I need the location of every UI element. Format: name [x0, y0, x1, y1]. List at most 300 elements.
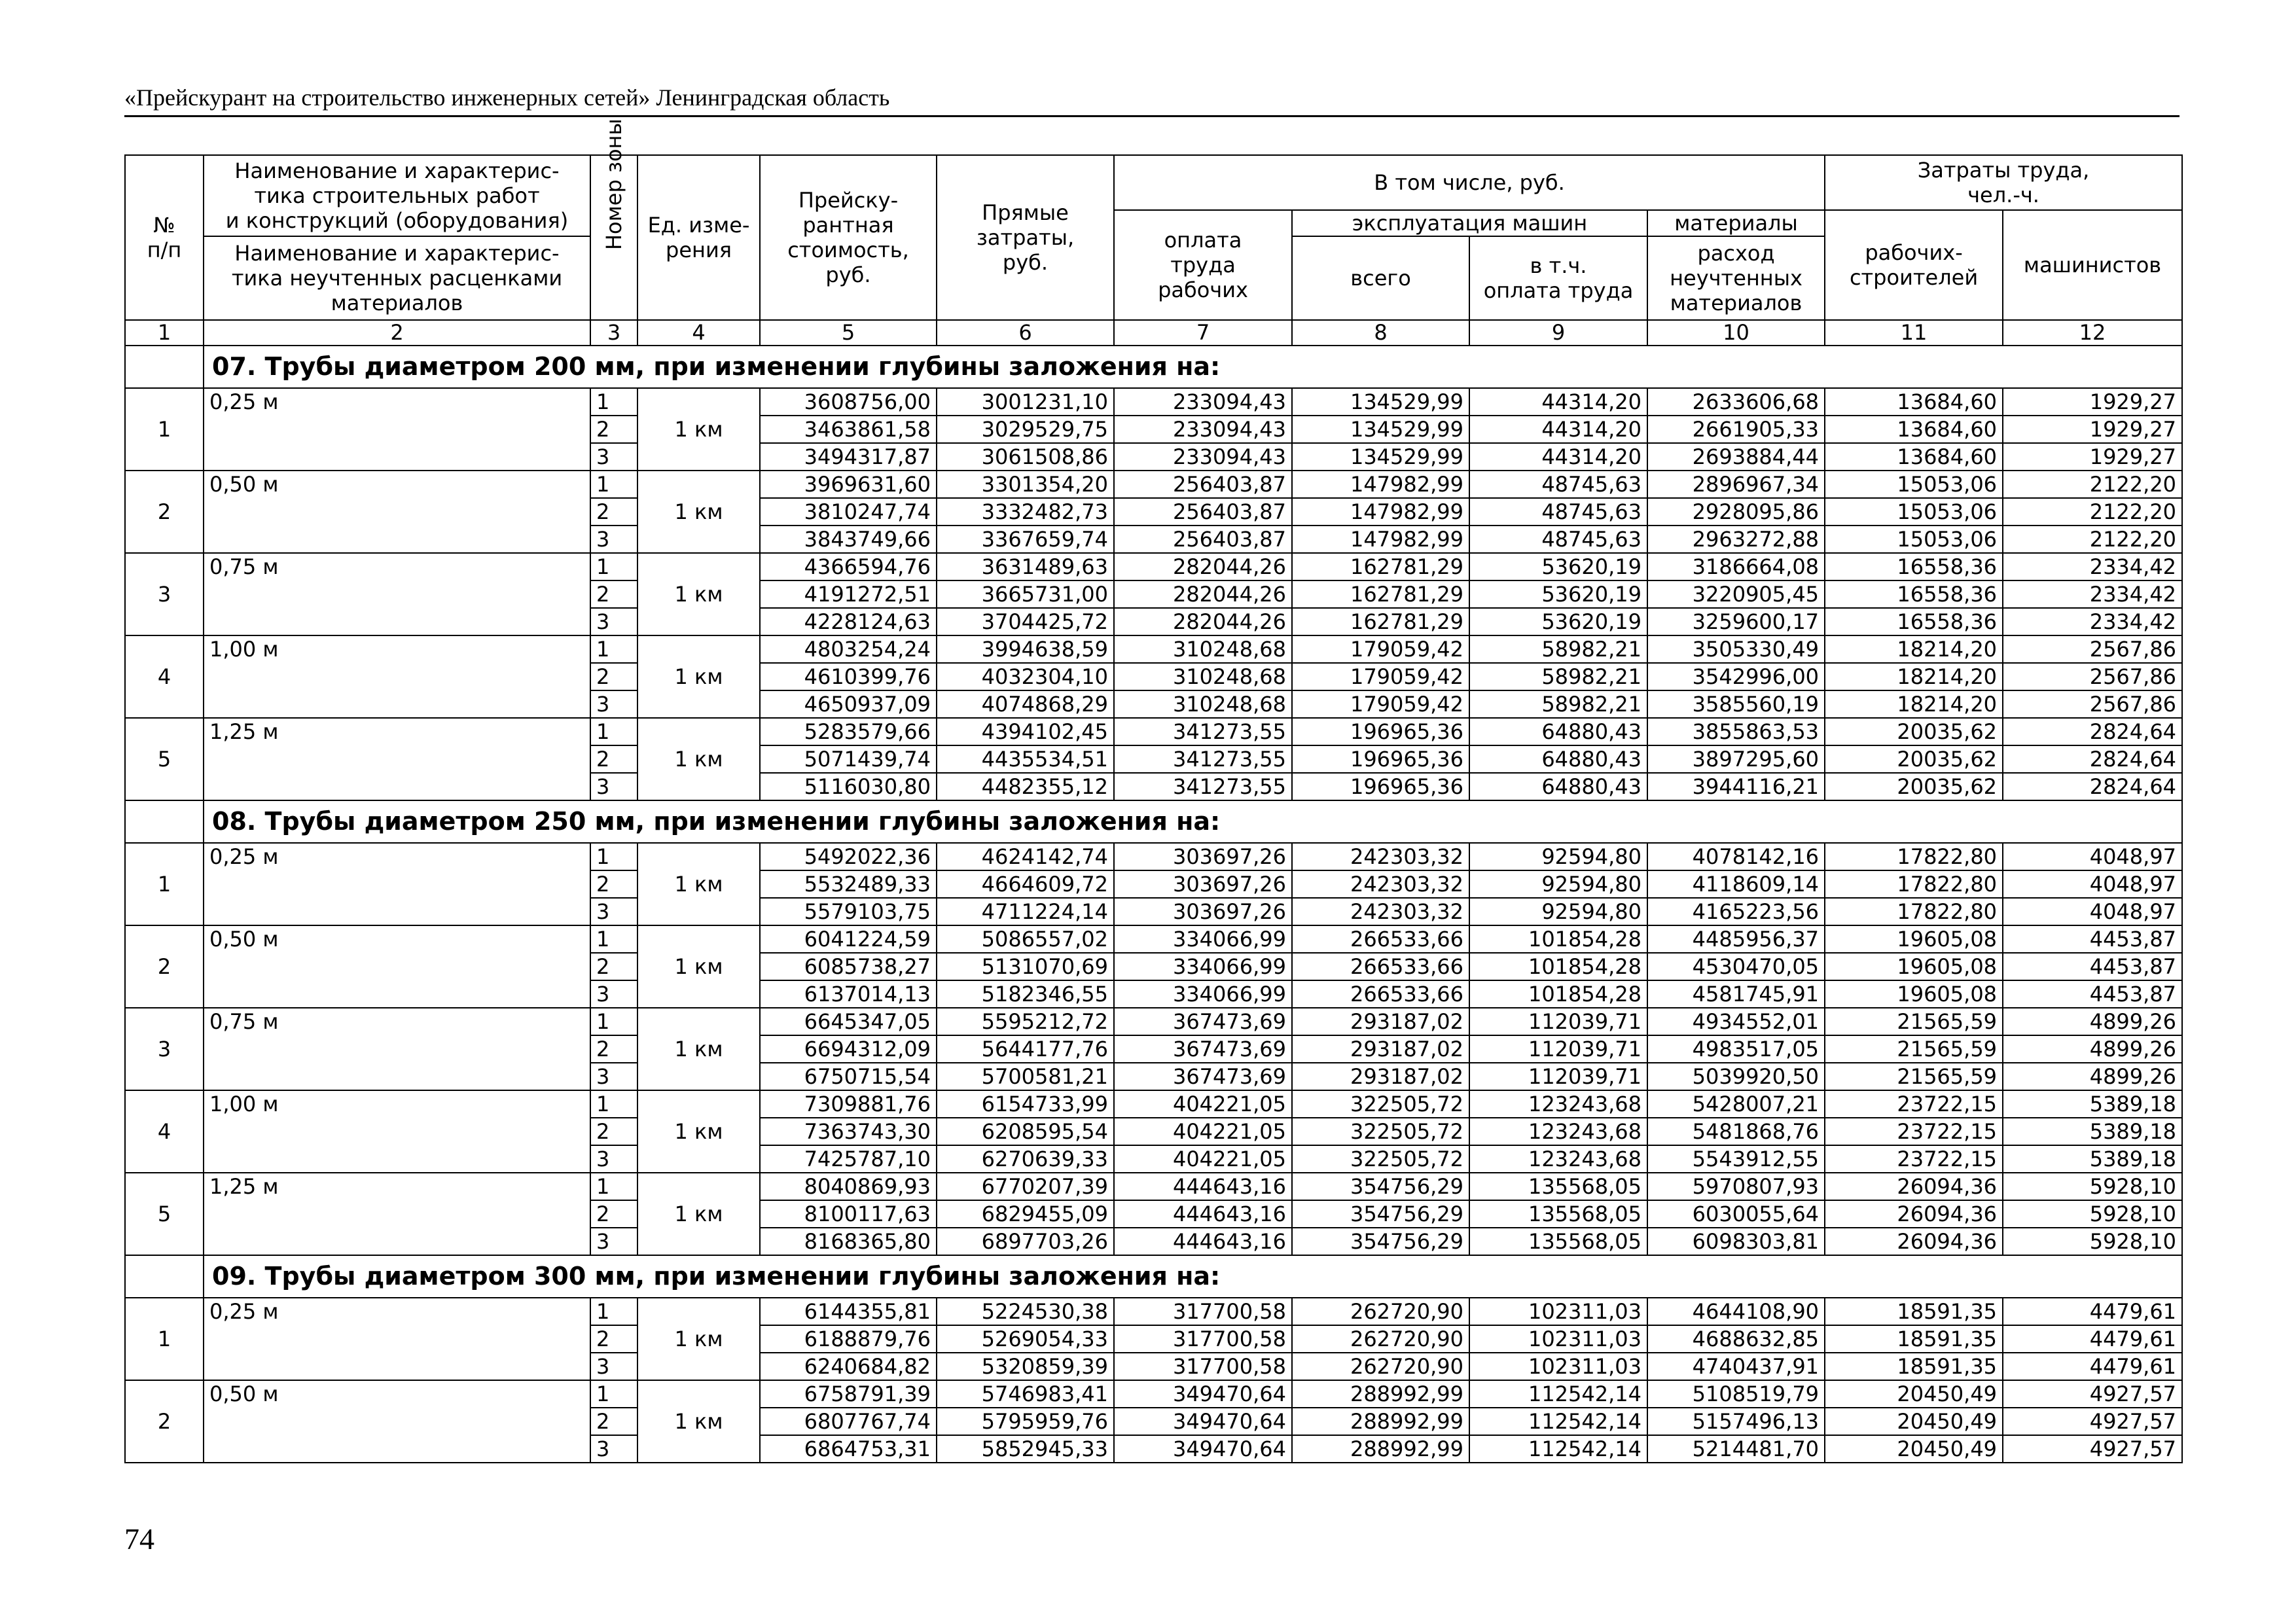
- machines-wage-cell: 123243,68: [1469, 1090, 1647, 1118]
- wage-cell: 334066,99: [1114, 980, 1292, 1008]
- machines-wage-cell: 112039,71: [1469, 1063, 1647, 1090]
- machines-total-cell: 134529,99: [1292, 388, 1469, 416]
- labor-operators-cell: 4453,87: [2003, 925, 2182, 953]
- machines-wage-cell: 112039,71: [1469, 1035, 1647, 1063]
- labor-operators-cell: 2334,42: [2003, 580, 2182, 608]
- item-name: 0,75 м: [204, 1008, 590, 1090]
- labor-workers-cell: 21565,59: [1825, 1008, 2003, 1035]
- labor-operators-cell: 4899,26: [2003, 1035, 2182, 1063]
- labor-workers-cell: 17822,80: [1825, 870, 2003, 898]
- col-labor-label: Затраты труда, чел.-ч.: [1917, 158, 2090, 207]
- col-wage-label: оплата труда рабочих: [1158, 228, 1248, 302]
- item-name: 0,50 м: [204, 925, 590, 1008]
- price-cell: 6758791,39: [760, 1380, 937, 1408]
- machines-total-cell: 288992,99: [1292, 1435, 1469, 1463]
- direct-cost-cell: 6208595,54: [937, 1118, 1114, 1145]
- machines-total-cell: 147982,99: [1292, 498, 1469, 526]
- labor-operators-cell: 4479,61: [2003, 1298, 2182, 1325]
- machines-total-cell: 196965,36: [1292, 718, 1469, 745]
- price-cell: 4610399,76: [760, 663, 937, 690]
- labor-operators-cell: 4899,26: [2003, 1063, 2182, 1090]
- col-mat-unacc-label: расход неучтенных материалов: [1670, 241, 1803, 315]
- labor-operators-cell: 4048,97: [2003, 898, 2182, 925]
- labor-operators-cell: 2567,86: [2003, 635, 2182, 663]
- wage-cell: 404221,05: [1114, 1118, 1292, 1145]
- wage-cell: 341273,55: [1114, 773, 1292, 800]
- direct-cost-cell: 6770207,39: [937, 1173, 1114, 1200]
- section-spacer: [125, 800, 204, 843]
- machines-wage-cell: 135568,05: [1469, 1173, 1647, 1200]
- col-mat-unacc-header: [1647, 236, 1825, 320]
- labor-workers-cell: 20450,49: [1825, 1380, 2003, 1408]
- col-name-b-label: Наименование и характерис- тика неучтенных расценками материалов: [231, 241, 563, 315]
- col-direct-label: Прямые затраты, руб.: [976, 200, 1075, 275]
- wage-cell: 310248,68: [1114, 690, 1292, 718]
- direct-cost-cell: 6829455,09: [937, 1200, 1114, 1228]
- zone-cell: 2: [590, 870, 637, 898]
- price-cell: 6144355,81: [760, 1298, 937, 1325]
- unit-cell: 1 км: [637, 1090, 760, 1173]
- zone-cell: 2: [590, 1325, 637, 1353]
- labor-operators-cell: 1929,27: [2003, 388, 2182, 416]
- machines-wage-cell: 123243,68: [1469, 1145, 1647, 1173]
- unit-cell: 1 км: [637, 718, 760, 800]
- zone-cell: 2: [590, 498, 637, 526]
- machines-wage-cell: 102311,03: [1469, 1325, 1647, 1353]
- wage-cell: 317700,58: [1114, 1298, 1292, 1325]
- column-numbers-row: [125, 320, 2182, 346]
- direct-cost-cell: 5182346,55: [937, 980, 1114, 1008]
- col-num-label: № п/п: [147, 213, 182, 262]
- wage-cell: 349470,64: [1114, 1408, 1292, 1435]
- labor-operators-cell: 4453,87: [2003, 953, 2182, 980]
- materials-cell: 4581745,91: [1647, 980, 1825, 1008]
- materials-cell: 5214481,70: [1647, 1435, 1825, 1463]
- zone-cell: 2: [590, 580, 637, 608]
- machines-wage-cell: 92594,80: [1469, 843, 1647, 870]
- labor-workers-cell: 26094,36: [1825, 1173, 2003, 1200]
- direct-cost-cell: 5269054,33: [937, 1325, 1114, 1353]
- machines-wage-cell: 112039,71: [1469, 1008, 1647, 1035]
- column-number: 7: [1114, 320, 1292, 346]
- column-number: 1: [125, 320, 204, 346]
- materials-cell: 2963272,88: [1647, 526, 1825, 553]
- materials-cell: 6098303,81: [1647, 1228, 1825, 1255]
- machines-total-cell: 242303,32: [1292, 898, 1469, 925]
- wage-cell: 303697,26: [1114, 870, 1292, 898]
- labor-workers-cell: 21565,59: [1825, 1063, 2003, 1090]
- zone-cell: 1: [590, 1090, 637, 1118]
- zone-cell: 3: [590, 443, 637, 471]
- direct-cost-cell: 3332482,73: [937, 498, 1114, 526]
- section-title: 08. Трубы диаметром 250 мм, при изменении глубины заложения на:: [204, 800, 2182, 843]
- machines-total-cell: 134529,99: [1292, 443, 1469, 471]
- materials-cell: 2693884,44: [1647, 443, 1825, 471]
- direct-cost-cell: 4482355,12: [937, 773, 1114, 800]
- table-row: [125, 635, 2182, 663]
- table-row: [125, 1090, 2182, 1118]
- wage-cell: 349470,64: [1114, 1435, 1292, 1463]
- item-number: 2: [125, 471, 204, 553]
- machines-total-cell: 266533,66: [1292, 953, 1469, 980]
- wage-cell: 282044,26: [1114, 608, 1292, 635]
- col-zone-label: Номер зоны: [601, 118, 626, 250]
- machines-total-cell: 262720,90: [1292, 1353, 1469, 1380]
- zone-cell: 1: [590, 388, 637, 416]
- unit-cell: 1 км: [637, 1173, 760, 1255]
- materials-cell: 4934552,01: [1647, 1008, 1825, 1035]
- direct-cost-cell: 5700581,21: [937, 1063, 1114, 1090]
- machines-wage-cell: 102311,03: [1469, 1298, 1647, 1325]
- wage-cell: 282044,26: [1114, 553, 1292, 580]
- zone-cell: 1: [590, 553, 637, 580]
- machines-total-cell: 262720,90: [1292, 1298, 1469, 1325]
- machines-wage-cell: 48745,63: [1469, 498, 1647, 526]
- unit-cell: 1 км: [637, 925, 760, 1008]
- machines-wage-cell: 135568,05: [1469, 1200, 1647, 1228]
- labor-operators-cell: 5928,10: [2003, 1228, 2182, 1255]
- zone-cell: 2: [590, 953, 637, 980]
- machines-total-cell: 179059,42: [1292, 690, 1469, 718]
- labor-workers-cell: 26094,36: [1825, 1228, 2003, 1255]
- price-cell: 7309881,76: [760, 1090, 937, 1118]
- page-number: 74: [124, 1522, 154, 1556]
- unit-cell: 1 км: [637, 843, 760, 925]
- column-number: 2: [204, 320, 590, 346]
- machines-wage-cell: 58982,21: [1469, 635, 1647, 663]
- wage-cell: 310248,68: [1114, 635, 1292, 663]
- wage-cell: 303697,26: [1114, 898, 1292, 925]
- wage-cell: 282044,26: [1114, 580, 1292, 608]
- machines-total-cell: 196965,36: [1292, 745, 1469, 773]
- materials-cell: 2896967,34: [1647, 471, 1825, 498]
- wage-cell: 341273,55: [1114, 718, 1292, 745]
- zone-cell: 3: [590, 1353, 637, 1380]
- materials-cell: 3220905,45: [1647, 580, 1825, 608]
- machines-total-cell: 266533,66: [1292, 925, 1469, 953]
- price-table: [124, 118, 2183, 1463]
- direct-cost-cell: 3001231,10: [937, 388, 1114, 416]
- direct-cost-cell: 6270639,33: [937, 1145, 1114, 1173]
- col-incl-label: В том числе, руб.: [1374, 170, 1565, 195]
- zone-cell: 3: [590, 898, 637, 925]
- direct-cost-cell: 5131070,69: [937, 953, 1114, 980]
- price-cell: 6694312,09: [760, 1035, 937, 1063]
- price-cell: 5492022,36: [760, 843, 937, 870]
- running-header: «Прейскурант на строительство инженерных сетей» Ленинградская область: [124, 84, 890, 111]
- wage-cell: 256403,87: [1114, 471, 1292, 498]
- machines-total-cell: 354756,29: [1292, 1200, 1469, 1228]
- section-title: 07. Трубы диаметром 200 мм, при изменении глубины заложения на:: [204, 346, 2182, 388]
- labor-operators-cell: 4479,61: [2003, 1325, 2182, 1353]
- labor-operators-cell: 2334,42: [2003, 608, 2182, 635]
- labor-workers-cell: 26094,36: [1825, 1200, 2003, 1228]
- price-cell: 3810247,74: [760, 498, 937, 526]
- col-mach-wage-header: [1469, 236, 1647, 320]
- zone-cell: 3: [590, 773, 637, 800]
- col-operators-label: машинистов: [2023, 253, 2162, 277]
- unit-cell: 1 км: [637, 471, 760, 553]
- price-cell: 5579103,75: [760, 898, 937, 925]
- labor-workers-cell: 18591,35: [1825, 1298, 2003, 1325]
- column-number: 11: [1825, 320, 2003, 346]
- col-name-label: Наименование и характерис- тика строительных работ и конструкций (оборудования): [225, 158, 569, 233]
- unit-cell: 1 км: [637, 635, 760, 718]
- item-number: 1: [125, 843, 204, 925]
- machines-wage-cell: 48745,63: [1469, 526, 1647, 553]
- item-name: 1,00 м: [204, 635, 590, 718]
- direct-cost-cell: 3994638,59: [937, 635, 1114, 663]
- labor-operators-cell: 5389,18: [2003, 1145, 2182, 1173]
- wage-cell: 256403,87: [1114, 526, 1292, 553]
- zone-cell: 1: [590, 1298, 637, 1325]
- col-unit-label: Ед. изме- рения: [647, 213, 750, 262]
- machines-wage-cell: 64880,43: [1469, 773, 1647, 800]
- machines-wage-cell: 92594,80: [1469, 898, 1647, 925]
- table-row: [125, 1008, 2182, 1035]
- table-row: [125, 925, 2182, 953]
- zone-cell: 3: [590, 608, 637, 635]
- wage-cell: 404221,05: [1114, 1090, 1292, 1118]
- materials-cell: 4740437,91: [1647, 1353, 1825, 1380]
- labor-workers-cell: 15053,06: [1825, 526, 2003, 553]
- price-cell: 6645347,05: [760, 1008, 937, 1035]
- table-row: [125, 1173, 2182, 1200]
- materials-cell: 4983517,05: [1647, 1035, 1825, 1063]
- price-cell: 8100117,63: [760, 1200, 937, 1228]
- labor-workers-cell: 23722,15: [1825, 1090, 2003, 1118]
- price-cell: 5071439,74: [760, 745, 937, 773]
- price-cell: 4191272,51: [760, 580, 937, 608]
- item-number: 4: [125, 1090, 204, 1173]
- zone-cell: 2: [590, 745, 637, 773]
- materials-cell: 3542996,00: [1647, 663, 1825, 690]
- unit-cell: 1 км: [637, 1380, 760, 1463]
- machines-wage-cell: 123243,68: [1469, 1118, 1647, 1145]
- labor-operators-cell: 2567,86: [2003, 690, 2182, 718]
- labor-operators-cell: 4899,26: [2003, 1008, 2182, 1035]
- zone-cell: 1: [590, 1008, 637, 1035]
- materials-cell: 3897295,60: [1647, 745, 1825, 773]
- item-number: 5: [125, 718, 204, 800]
- col-incl-header: [1114, 155, 1825, 210]
- labor-workers-cell: 21565,59: [1825, 1035, 2003, 1063]
- machines-total-cell: 242303,32: [1292, 843, 1469, 870]
- price-cell: 4228124,63: [760, 608, 937, 635]
- zone-cell: 1: [590, 843, 637, 870]
- direct-cost-cell: 3029529,75: [937, 416, 1114, 443]
- price-cell: 4803254,24: [760, 635, 937, 663]
- machines-total-cell: 288992,99: [1292, 1408, 1469, 1435]
- labor-workers-cell: 19605,08: [1825, 925, 2003, 953]
- direct-cost-cell: 3301354,20: [937, 471, 1114, 498]
- labor-workers-cell: 13684,60: [1825, 416, 2003, 443]
- price-cell: 6864753,31: [760, 1435, 937, 1463]
- direct-cost-cell: 4032304,10: [937, 663, 1114, 690]
- direct-cost-cell: 4074868,29: [937, 690, 1114, 718]
- column-number: 12: [2003, 320, 2182, 346]
- labor-workers-cell: 17822,80: [1825, 898, 2003, 925]
- materials-cell: 5543912,55: [1647, 1145, 1825, 1173]
- machines-total-cell: 162781,29: [1292, 553, 1469, 580]
- direct-cost-cell: 5320859,39: [937, 1353, 1114, 1380]
- wage-cell: 334066,99: [1114, 925, 1292, 953]
- machines-wage-cell: 92594,80: [1469, 870, 1647, 898]
- price-cell: 6750715,54: [760, 1063, 937, 1090]
- labor-workers-cell: 18214,20: [1825, 690, 2003, 718]
- direct-cost-cell: 4664609,72: [937, 870, 1114, 898]
- labor-operators-cell: 1929,27: [2003, 443, 2182, 471]
- zone-cell: 3: [590, 1145, 637, 1173]
- table-row: [125, 843, 2182, 870]
- item-name: 1,25 м: [204, 1173, 590, 1255]
- direct-cost-cell: 4435534,51: [937, 745, 1114, 773]
- materials-cell: 3855863,53: [1647, 718, 1825, 745]
- zone-cell: 3: [590, 1435, 637, 1463]
- zone-cell: 1: [590, 471, 637, 498]
- item-name: 1,25 м: [204, 718, 590, 800]
- materials-cell: 4165223,56: [1647, 898, 1825, 925]
- labor-workers-cell: 15053,06: [1825, 498, 2003, 526]
- machines-total-cell: 147982,99: [1292, 471, 1469, 498]
- zone-cell: 3: [590, 1228, 637, 1255]
- direct-cost-cell: 3665731,00: [937, 580, 1114, 608]
- wage-cell: 404221,05: [1114, 1145, 1292, 1173]
- column-number: 5: [760, 320, 937, 346]
- zone-cell: 1: [590, 635, 637, 663]
- price-cell: 6085738,27: [760, 953, 937, 980]
- machines-total-cell: 322505,72: [1292, 1090, 1469, 1118]
- machines-wage-cell: 64880,43: [1469, 718, 1647, 745]
- labor-workers-cell: 17822,80: [1825, 843, 2003, 870]
- labor-workers-cell: 18591,35: [1825, 1325, 2003, 1353]
- materials-cell: 5157496,13: [1647, 1408, 1825, 1435]
- labor-workers-cell: 15053,06: [1825, 471, 2003, 498]
- materials-cell: 4644108,90: [1647, 1298, 1825, 1325]
- col-wage-header: [1114, 210, 1292, 320]
- machines-wage-cell: 44314,20: [1469, 388, 1647, 416]
- labor-workers-cell: 18214,20: [1825, 635, 2003, 663]
- price-cell: 6240684,82: [760, 1353, 937, 1380]
- materials-cell: 4118609,14: [1647, 870, 1825, 898]
- machines-wage-cell: 48745,63: [1469, 471, 1647, 498]
- price-cell: 8040869,93: [760, 1173, 937, 1200]
- labor-operators-cell: 2824,64: [2003, 773, 2182, 800]
- machines-total-cell: 293187,02: [1292, 1008, 1469, 1035]
- materials-cell: 3186664,08: [1647, 553, 1825, 580]
- table-row: [125, 1298, 2182, 1325]
- unit-cell: 1 км: [637, 553, 760, 635]
- zone-cell: 3: [590, 1063, 637, 1090]
- wage-cell: 367473,69: [1114, 1035, 1292, 1063]
- machines-total-cell: 322505,72: [1292, 1118, 1469, 1145]
- machines-wage-cell: 101854,28: [1469, 925, 1647, 953]
- labor-operators-cell: 4927,57: [2003, 1435, 2182, 1463]
- labor-operators-cell: 2824,64: [2003, 718, 2182, 745]
- price-cell: 3494317,87: [760, 443, 937, 471]
- column-number: 6: [937, 320, 1114, 346]
- machines-wage-cell: 64880,43: [1469, 745, 1647, 773]
- price-cell: 3463861,58: [760, 416, 937, 443]
- labor-workers-cell: 20035,62: [1825, 745, 2003, 773]
- zone-cell: 1: [590, 1173, 637, 1200]
- price-cell: 3608756,00: [760, 388, 937, 416]
- price-cell: 6807767,74: [760, 1408, 937, 1435]
- materials-cell: 3259600,17: [1647, 608, 1825, 635]
- column-number: 8: [1292, 320, 1469, 346]
- machines-wage-cell: 53620,19: [1469, 553, 1647, 580]
- materials-cell: 3944116,21: [1647, 773, 1825, 800]
- item-number: 4: [125, 635, 204, 718]
- unit-cell: 1 км: [637, 1298, 760, 1380]
- machines-wage-cell: 44314,20: [1469, 416, 1647, 443]
- labor-operators-cell: 4048,97: [2003, 870, 2182, 898]
- col-price-header: [760, 155, 937, 320]
- labor-operators-cell: 2824,64: [2003, 745, 2182, 773]
- col-unit-header: [637, 155, 760, 320]
- machines-wage-cell: 58982,21: [1469, 663, 1647, 690]
- zone-cell: 2: [590, 1200, 637, 1228]
- machines-total-cell: 262720,90: [1292, 1325, 1469, 1353]
- wage-cell: 334066,99: [1114, 953, 1292, 980]
- materials-cell: 2661905,33: [1647, 416, 1825, 443]
- machines-total-cell: 354756,29: [1292, 1173, 1469, 1200]
- zone-cell: 2: [590, 1118, 637, 1145]
- labor-workers-cell: 13684,60: [1825, 443, 2003, 471]
- price-cell: 4650937,09: [760, 690, 937, 718]
- item-name: 1,00 м: [204, 1090, 590, 1173]
- labor-operators-cell: 4927,57: [2003, 1408, 2182, 1435]
- wage-cell: 310248,68: [1114, 663, 1292, 690]
- wage-cell: 303697,26: [1114, 843, 1292, 870]
- item-number: 3: [125, 1008, 204, 1090]
- labor-operators-cell: 2334,42: [2003, 553, 2182, 580]
- direct-cost-cell: 5086557,02: [937, 925, 1114, 953]
- labor-operators-cell: 5928,10: [2003, 1200, 2182, 1228]
- zone-cell: 3: [590, 690, 637, 718]
- section-row: [125, 1255, 2182, 1298]
- unit-cell: 1 км: [637, 388, 760, 471]
- section-title: 09. Трубы диаметром 300 мм, при изменении глубины заложения на:: [204, 1255, 2182, 1298]
- price-cell: 5283579,66: [760, 718, 937, 745]
- labor-operators-cell: 4048,97: [2003, 843, 2182, 870]
- col-machines-header: [1292, 210, 1647, 236]
- materials-cell: 5039920,50: [1647, 1063, 1825, 1090]
- materials-cell: 4688632,85: [1647, 1325, 1825, 1353]
- wage-cell: 317700,58: [1114, 1353, 1292, 1380]
- zone-cell: 1: [590, 718, 637, 745]
- labor-workers-cell: 20450,49: [1825, 1408, 2003, 1435]
- price-cell: 7425787,10: [760, 1145, 937, 1173]
- labor-operators-cell: 2567,86: [2003, 663, 2182, 690]
- wage-cell: 367473,69: [1114, 1008, 1292, 1035]
- zone-cell: 3: [590, 980, 637, 1008]
- item-name: 0,75 м: [204, 553, 590, 635]
- col-price-label: Прейску- рантная стоимость, руб.: [787, 188, 909, 287]
- machines-wage-cell: 53620,19: [1469, 608, 1647, 635]
- labor-workers-cell: 18591,35: [1825, 1353, 2003, 1380]
- zone-cell: 1: [590, 1380, 637, 1408]
- direct-cost-cell: 3631489,63: [937, 553, 1114, 580]
- machines-total-cell: 266533,66: [1292, 980, 1469, 1008]
- unit-cell: 1 км: [637, 1008, 760, 1090]
- item-number: 1: [125, 1298, 204, 1380]
- labor-operators-cell: 5928,10: [2003, 1173, 2182, 1200]
- col-num-header: [125, 155, 204, 320]
- zone-cell: 2: [590, 416, 637, 443]
- wage-cell: 444643,16: [1114, 1173, 1292, 1200]
- item-name: 0,50 м: [204, 471, 590, 553]
